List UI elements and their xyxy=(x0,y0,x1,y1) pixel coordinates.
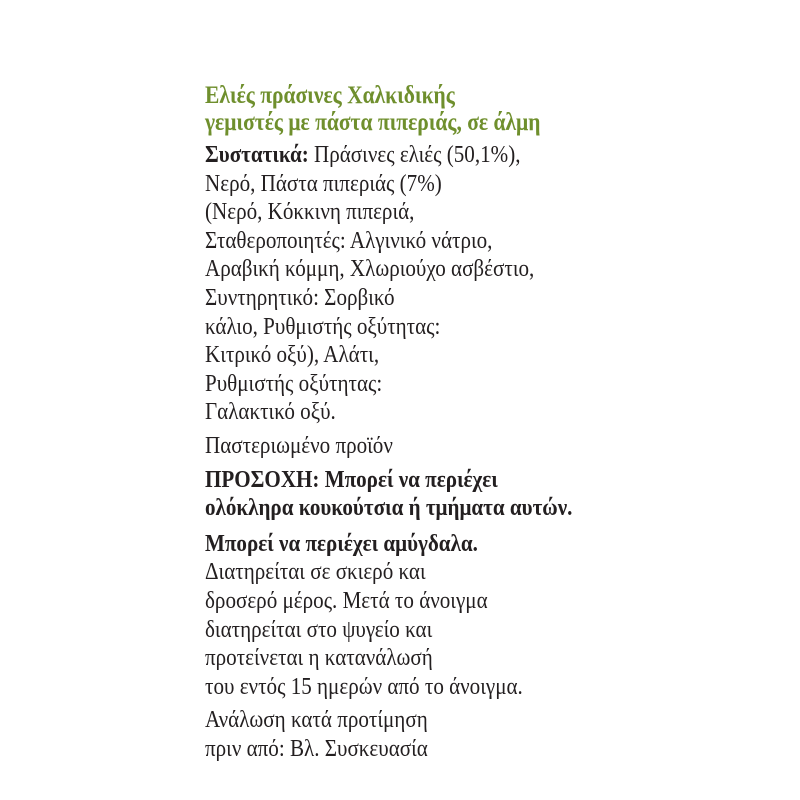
warning-line-1: ΠΡΟΣΟΧΗ: Μπορεί να περιέχει xyxy=(205,465,498,493)
ingredients-line: Συντηρητικό: Σορβικό xyxy=(205,283,395,311)
ingredients-section xyxy=(205,141,704,427)
product-title-line-1: Ελιές πράσινες Χαλκιδικής xyxy=(205,82,455,109)
storage-line: διατηρείται στο ψυγείο και xyxy=(205,615,433,643)
pasteurized-note: Παστεριωμένο προϊόν xyxy=(205,431,393,459)
ingredients-line: Σταθεροποιητές: Αλγινικό νάτριο, xyxy=(205,226,493,254)
ingredients-line: Νερό, Πάστα πιπεριάς (7%) xyxy=(205,169,442,197)
allergen-note: Μπορεί να περιέχει αμύγδαλα. xyxy=(205,529,478,557)
ingredients-heading: Συστατικά: xyxy=(205,141,309,168)
ingredients-line: (Νερό, Κόκκινη πιπεριά, xyxy=(205,198,415,226)
ingredients-line: Γαλακτικό οξύ. xyxy=(205,398,336,426)
warning-section xyxy=(205,466,704,523)
best-before-line-2: πριν από: Βλ. Συσκευασία xyxy=(205,734,428,762)
storage-section xyxy=(205,558,704,701)
label-body xyxy=(205,141,704,763)
warning-line-2: ολόκληρα κουκούτσια ή τμήματα αυτών. xyxy=(205,494,573,522)
product-title-line-2: γεμιστές με πάστα πιπεριάς, σε άλμη xyxy=(205,109,541,136)
storage-line: προτείνεται η κατανάλωσή xyxy=(205,644,433,672)
storage-line: Διατηρείται σε σκιερό και xyxy=(205,558,426,586)
ingredients-first-line: Πράσινες ελιές (50,1%), xyxy=(308,141,521,168)
storage-line: δροσερό μέρος. Μετά το άνοιγμα xyxy=(205,586,488,614)
product-title xyxy=(205,82,704,136)
storage-line: του εντός 15 ημερών από το άνοιγμα. xyxy=(205,672,523,700)
ingredients-line: Ρυθμιστής οξύτητας: xyxy=(205,369,383,397)
best-before-line-1: Ανάλωση κατά προτίμηση xyxy=(205,706,428,734)
product-label xyxy=(205,82,704,763)
ingredients-line: Αραβική κόμμη, Χλωριούχο ασβέστιο, xyxy=(205,255,535,283)
best-before-section xyxy=(205,706,704,763)
ingredients-line-1 xyxy=(205,141,704,170)
ingredients-line: κάλιο, Ρυθμιστής οξύτητας: xyxy=(205,312,441,340)
ingredients-line: Κιτρικό οξύ), Αλάτι, xyxy=(205,341,380,369)
